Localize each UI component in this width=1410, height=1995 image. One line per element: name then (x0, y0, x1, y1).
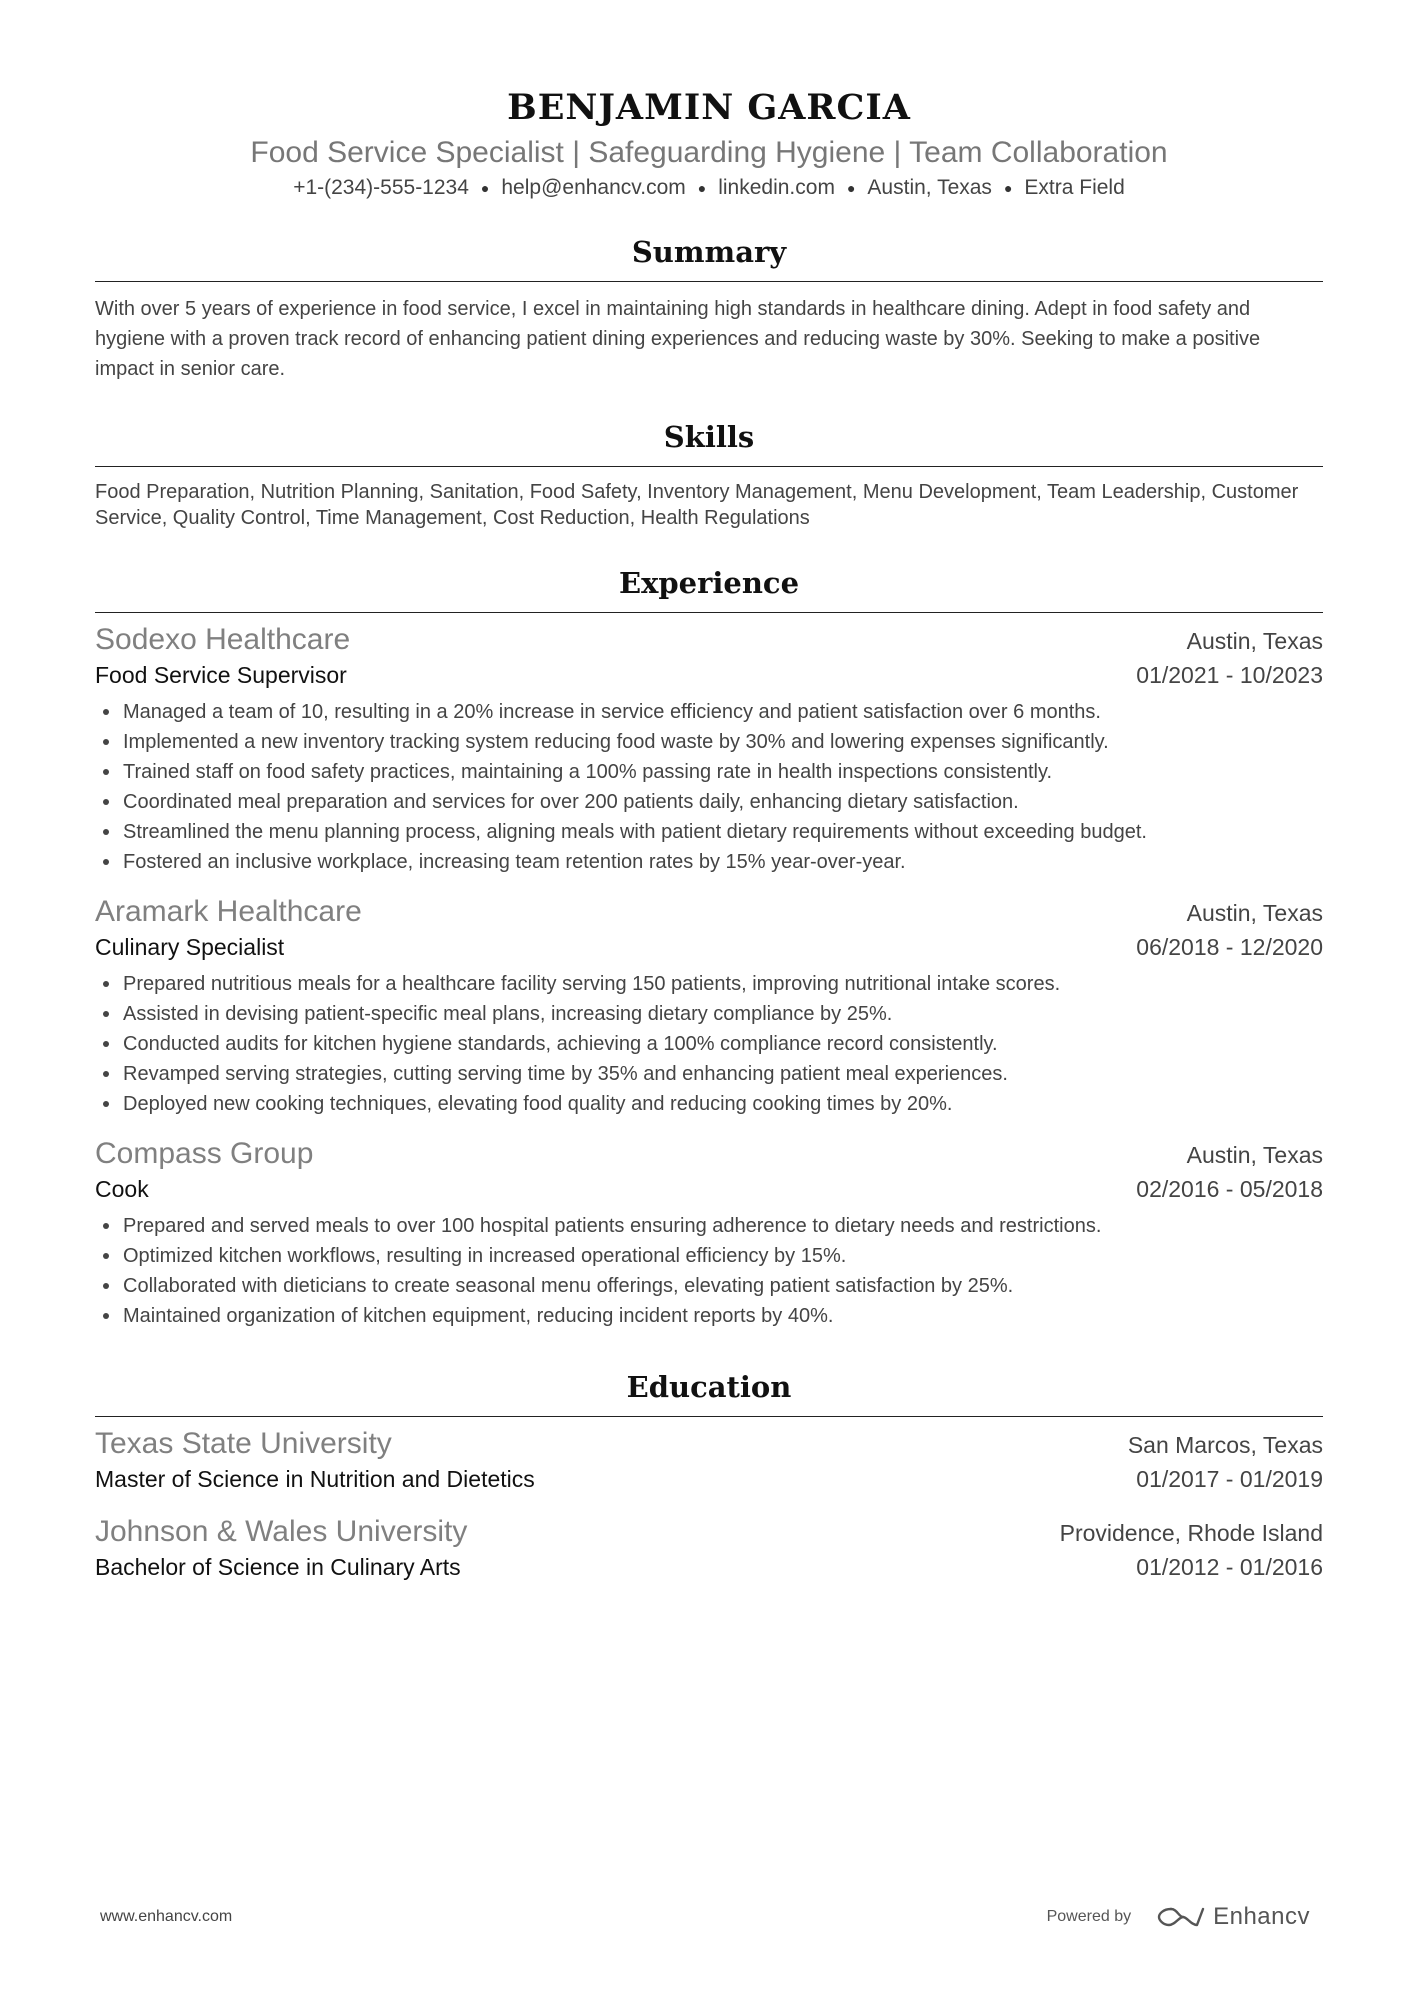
company-name: Aramark Healthcare (95, 895, 362, 929)
job-bullet-list (95, 697, 1323, 877)
bullet-icon (103, 1253, 109, 1259)
education-dates: 01/2012 - 01/2016 (1136, 1554, 1323, 1581)
enhancv-logo-icon (1157, 1905, 1205, 1929)
list-item: Prepared and served meals to over 100 hospital patients ensuring adherence to dietary needs and restrictions. (95, 1211, 1323, 1241)
bullet-icon (103, 829, 109, 835)
list-item: Assisted in devising patient-specific meal plans, increasing dietary compliance by 25%. (95, 999, 1323, 1029)
list-item: Implemented a new inventory tracking system reducing food waste by 30% and lowering expenses significantly. (95, 727, 1323, 757)
list-item: Fostered an inclusive workplace, increasing team retention rates by 15% year-over-year. (95, 847, 1323, 877)
contact-linkedin[interactable]: linkedin.com (718, 176, 835, 199)
job-title: Cook (95, 1176, 149, 1203)
school-name: Johnson & Wales University (95, 1515, 468, 1549)
bullet-separator-icon: ● (846, 180, 856, 197)
bullet-separator-icon: ● (1003, 180, 1013, 197)
bullet-icon (103, 1313, 109, 1319)
bullet-icon (103, 981, 109, 987)
bullet-icon (103, 1101, 109, 1107)
list-item: Conducted audits for kitchen hygiene standards, achieving a 100% compliance record consistently. (95, 1029, 1323, 1059)
company-name: Sodexo Healthcare (95, 623, 351, 657)
contact-phone[interactable]: +1-(234)-555-1234 (293, 176, 469, 199)
resume-page (95, 0, 1323, 1583)
bullet-icon (103, 1283, 109, 1289)
contact-extra-field: Extra Field (1024, 176, 1125, 199)
summary-section (95, 232, 1323, 384)
summary-heading: Summary (95, 232, 1323, 282)
job-dates: 02/2016 - 05/2018 (1136, 1176, 1323, 1203)
bullet-icon (103, 1071, 109, 1077)
page-footer (100, 1903, 1310, 1931)
bullet-icon (103, 1223, 109, 1229)
bullet-separator-icon: ● (480, 180, 490, 197)
candidate-name: BENJAMIN GARCIA (507, 87, 911, 128)
job-bullet-list (95, 1211, 1323, 1331)
bullet-separator-icon: ● (697, 180, 707, 197)
bullet-icon (103, 739, 109, 745)
skills-text: Food Preparation, Nutrition Planning, Sanitation, Food Safety, Inventory Management, Menu Development, Team Leadership, Customer Service, Quality Control, Time Management, Cost Reduction, Health Regulations (95, 481, 1299, 530)
degree-title: Master of Science in Nutrition and Dietetics (95, 1466, 535, 1493)
skills-section (95, 417, 1323, 531)
school-location: San Marcos, Texas (1127, 1432, 1323, 1459)
resume-header (95, 0, 1323, 202)
contact-line (95, 174, 1323, 202)
job-dates: 01/2021 - 10/2023 (1136, 662, 1323, 689)
list-item: Coordinated meal preparation and services for over 200 patients daily, enhancing dietary satisfaction. (95, 787, 1323, 817)
job-location: Austin, Texas (1186, 900, 1323, 927)
job-title: Food Service Supervisor (95, 662, 347, 689)
job-location: Austin, Texas (1186, 1142, 1323, 1169)
footer-website-link[interactable]: www.enhancv.com (100, 1908, 233, 1925)
list-item: Deployed new cooking techniques, elevating food quality and reducing cooking times by 20%. (95, 1089, 1323, 1119)
education-dates: 01/2017 - 01/2019 (1136, 1466, 1323, 1493)
contact-location: Austin, Texas (867, 176, 992, 199)
degree-title: Bachelor of Science in Culinary Arts (95, 1554, 461, 1581)
skills-heading: Skills (95, 417, 1323, 467)
contact-email[interactable]: help@enhancv.com (501, 176, 686, 199)
list-item: Trained staff on food safety practices, maintaining a 100% passing rate in health inspections consistently. (95, 757, 1323, 787)
summary-text: With over 5 years of experience in food service, I excel in maintaining high standards in healthcare dining. Adept in food safety and hygiene with a proven track record of enhancing patient dining experiences and reducing waste by 30%. Seeking to make a positive impact in senior care. (95, 298, 1261, 381)
bullet-icon (103, 709, 109, 715)
job-bullet-list (95, 969, 1323, 1119)
experience-entry (95, 1135, 1323, 1331)
job-location: Austin, Texas (1186, 628, 1323, 655)
list-item: Managed a team of 10, resulting in a 20% increase in service efficiency and patient satisfaction over 6 months. (95, 697, 1323, 727)
powered-by-label: Powered by (1046, 1908, 1132, 1925)
bullet-icon (103, 1011, 109, 1017)
bullet-icon (103, 769, 109, 775)
experience-entry (95, 621, 1323, 877)
experience-entry (95, 893, 1323, 1119)
job-dates: 06/2018 - 12/2020 (1136, 934, 1323, 961)
job-title: Culinary Specialist (95, 934, 285, 961)
education-entry (95, 1425, 1323, 1495)
education-section (95, 1367, 1323, 1583)
enhancv-brand-name: Enhancv (1213, 1903, 1310, 1930)
education-heading: Education (95, 1367, 1323, 1417)
bullet-icon (103, 799, 109, 805)
school-location: Providence, Rhode Island (1059, 1520, 1323, 1547)
list-item: Streamlined the menu planning process, aligning meals with patient dietary requirements without exceeding budget. (95, 817, 1323, 847)
company-name: Compass Group (95, 1137, 314, 1171)
list-item: Maintained organization of kitchen equipment, reducing incident reports by 40%. (95, 1301, 1323, 1331)
powered-by-block (1047, 1903, 1310, 1931)
experience-section (95, 563, 1323, 1331)
list-item: Collaborated with dieticians to create seasonal menu offerings, elevating patient satisfaction by 25%. (95, 1271, 1323, 1301)
education-entry (95, 1513, 1323, 1583)
list-item: Optimized kitchen workflows, resulting in increased operational efficiency by 15%. (95, 1241, 1323, 1271)
candidate-tagline: Food Service Specialist | Safeguarding Hygiene | Team Collaboration (250, 136, 1168, 169)
school-name: Texas State University (95, 1427, 392, 1461)
bullet-icon (103, 859, 109, 865)
bullet-icon (103, 1041, 109, 1047)
experience-heading: Experience (95, 563, 1323, 613)
list-item: Prepared nutritious meals for a healthcare facility serving 150 patients, improving nutritional intake scores. (95, 969, 1323, 999)
enhancv-brand[interactable] (1157, 1903, 1310, 1931)
list-item: Revamped serving strategies, cutting serving time by 35% and enhancing patient meal experiences. (95, 1059, 1323, 1089)
